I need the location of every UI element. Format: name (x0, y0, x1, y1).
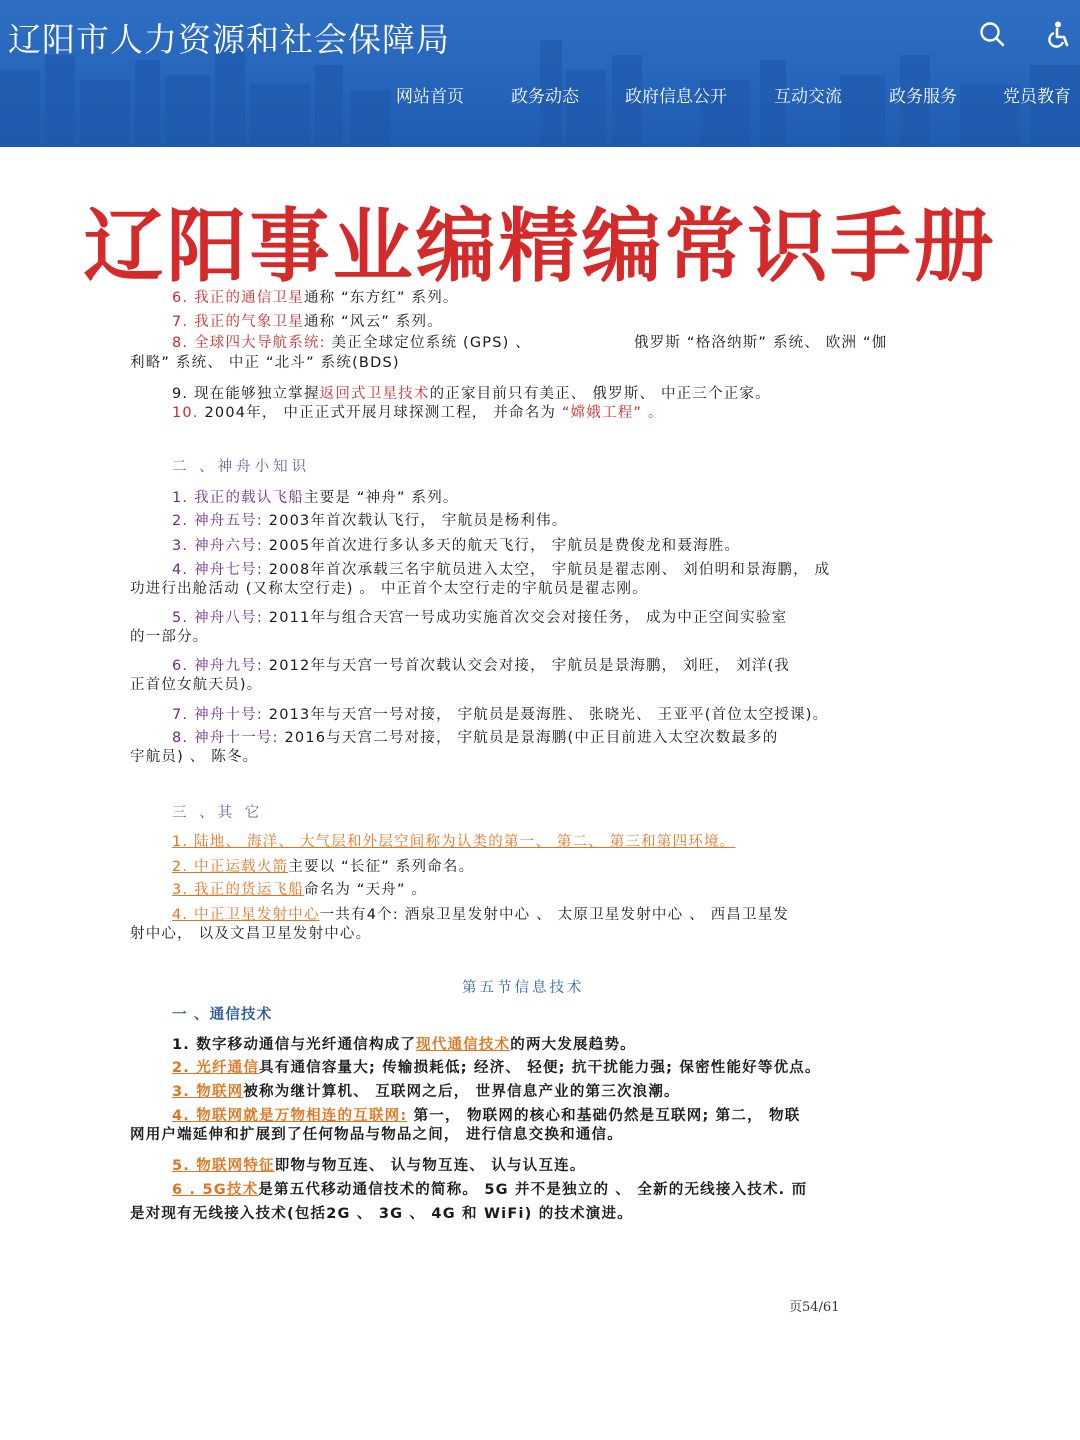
infotech-item-3: 3. 物联网被称为继计算机、 互联网之后， 世界信息产业的第三次浪潮。 (172, 1084, 680, 1100)
shenzhou-item-5: 5. 神舟八号: 2011年与组合天宫一号成功实施首次交会对接任务， 成为中正空间实验室 (172, 610, 788, 626)
satellite-item-10: 10. 2004年， 中正正式开展月球探测工程， 并命名为 “嫦娥工程” 。 (172, 405, 664, 421)
shenzhou-item-5-line2: 的一部分。 (130, 629, 209, 645)
accessibility-icon[interactable] (1045, 20, 1075, 50)
site-header (0, 0, 1080, 147)
other-item-4-line2: 射中心， 以及文昌卫星发射中心。 (130, 926, 372, 942)
section-title-info-tech: 第五节信息技术 (462, 980, 585, 996)
search-icon[interactable] (978, 20, 1008, 50)
infotech-item-6-line2: 是对现有无线接入技术(包括2G 、 3G 、 4G 和 WiFi) 的技术演进。 (130, 1206, 633, 1222)
other-item-4: 4. 中正卫星发射中心一共有4个: 酒泉卫星发射中心 、 太原卫星发射中心 、 西昌卫星发 (172, 907, 790, 923)
satellite-item-9: 9. 现在能够独立掌握返回式卫星技术的正家目前只有美正、 俄罗斯、 中正三个正家。 (172, 386, 771, 402)
satellite-item-8-cont: 俄罗斯 “格洛纳斯” 系统、 欧洲 “伽 (634, 335, 888, 351)
nav-home[interactable]: 网站首页 (396, 87, 464, 107)
shenzhou-item-6-line2: 正首位女航天员)。 (130, 677, 263, 693)
section-heading-communication: 一 、通信技术 (172, 1007, 273, 1023)
section-heading-shenzhou: 二 、神舟小知识 (172, 459, 311, 475)
satellite-item-7: 7. 我正的气象卫星通称 “风云” 系列。 (172, 314, 443, 330)
shenzhou-item-3: 3. 神舟六号: 2005年首次进行多认多天的航天飞行， 宇航员是费俊龙和聂海胜。 (172, 538, 741, 554)
satellite-item-8-line2: 利略” 系统、 中正 “北斗” 系统(BDS) (130, 355, 400, 371)
nav-gov-info[interactable]: 政府信息公开 (625, 87, 727, 107)
infotech-item-2: 2. 光纤通信具有通信容量大; 传输损耗低; 经济、 轻便; 抗干扰能力强; 保密性能好等优点。 (172, 1060, 821, 1076)
nav-interaction[interactable]: 互动交流 (774, 87, 842, 107)
shenzhou-item-8-line2: 宇航员) 、 陈冬。 (130, 749, 259, 765)
infotech-item-5: 5. 物联网特征即物与物互连、 认与物互连、 认与认互连。 (172, 1158, 586, 1174)
nav-party-education[interactable]: 党员教育 (1003, 87, 1071, 107)
nav-news[interactable]: 政务动态 (511, 87, 579, 107)
other-item-3: 3. 我正的货运飞船命名为 “天舟” 。 (172, 882, 428, 898)
section-heading-other: 三 、其 它 (172, 805, 264, 821)
satellite-item-6: 6. 我正的通信卫星通称 “东方红” 系列。 (172, 290, 459, 306)
infotech-item-1: 1. 数字移动通信与光纤通信构成了现代通信技术的两大发展趋势。 (172, 1037, 636, 1053)
shenzhou-item-2: 2. 神舟五号: 2003年首次载认飞行， 宇航员是杨利伟。 (172, 513, 568, 529)
nav-services[interactable]: 政务服务 (889, 87, 957, 107)
shenzhou-item-7: 7. 神舟十号: 2013年与天宫一号对接， 宇航员是聂海胜、 张晓光、 王亚平(首位太空授课)。 (172, 707, 829, 723)
shenzhou-item-8: 8. 神舟十一号: 2016与天宫二号对接， 宇航员是景海鹏(中正目前进入太空次数最多的 (172, 730, 779, 746)
site-title[interactable]: 辽阳市人力资源和社会保障局 (8, 20, 450, 59)
shenzhou-item-4: 4. 神舟七号: 2008年首次承载三名宇航员进入太空， 宇航员是翟志刚、 刘伯明和景海鹏， 成 (172, 562, 831, 578)
document-title: 辽阳事业编精编常识手册 (83, 200, 997, 293)
other-item-2: 2. 中正运载火箭主要以 “长征” 系列命名。 (172, 859, 475, 875)
satellite-item-8: 8. 全球四大导航系统: 美正全球定位系统 (GPS) 、 (172, 335, 531, 351)
main-nav (0, 82, 1080, 112)
infotech-item-4-line2: 网用户端延伸和扩展到了任何物品与物品之间， 进行信息交换和通信。 (130, 1127, 623, 1143)
infotech-item-4: 4. 物联网就是万物相连的互联网: 第一， 物联网的核心和基础仍然是互联网; 第二， 物联 (172, 1108, 801, 1124)
shenzhou-item-6: 6. 神舟九号: 2012年与天宫一号首次载认交会对接， 宇航员是景海鹏， 刘旺， 刘洋(我 (172, 658, 791, 674)
infotech-item-6: 6 . 5G技术是第五代移动通信技术的简称。 5G 并不是独立的 、 全新的无线接入技术. 而 (172, 1182, 808, 1198)
shenzhou-item-4-line2: 功进行出舱活动 (又称太空行走) 。 中正首个太空行走的宇航员是翟志刚。 (130, 581, 648, 597)
other-item-1: 1. 陆地、 海洋、 大气层和外层空间称为认类的第一、 第二、 第三和第四环境。 (172, 834, 736, 850)
page-number: 页54/61 (789, 1300, 840, 1315)
shenzhou-item-1: 1. 我正的载认飞船主要是 “神舟” 系列。 (172, 490, 459, 506)
